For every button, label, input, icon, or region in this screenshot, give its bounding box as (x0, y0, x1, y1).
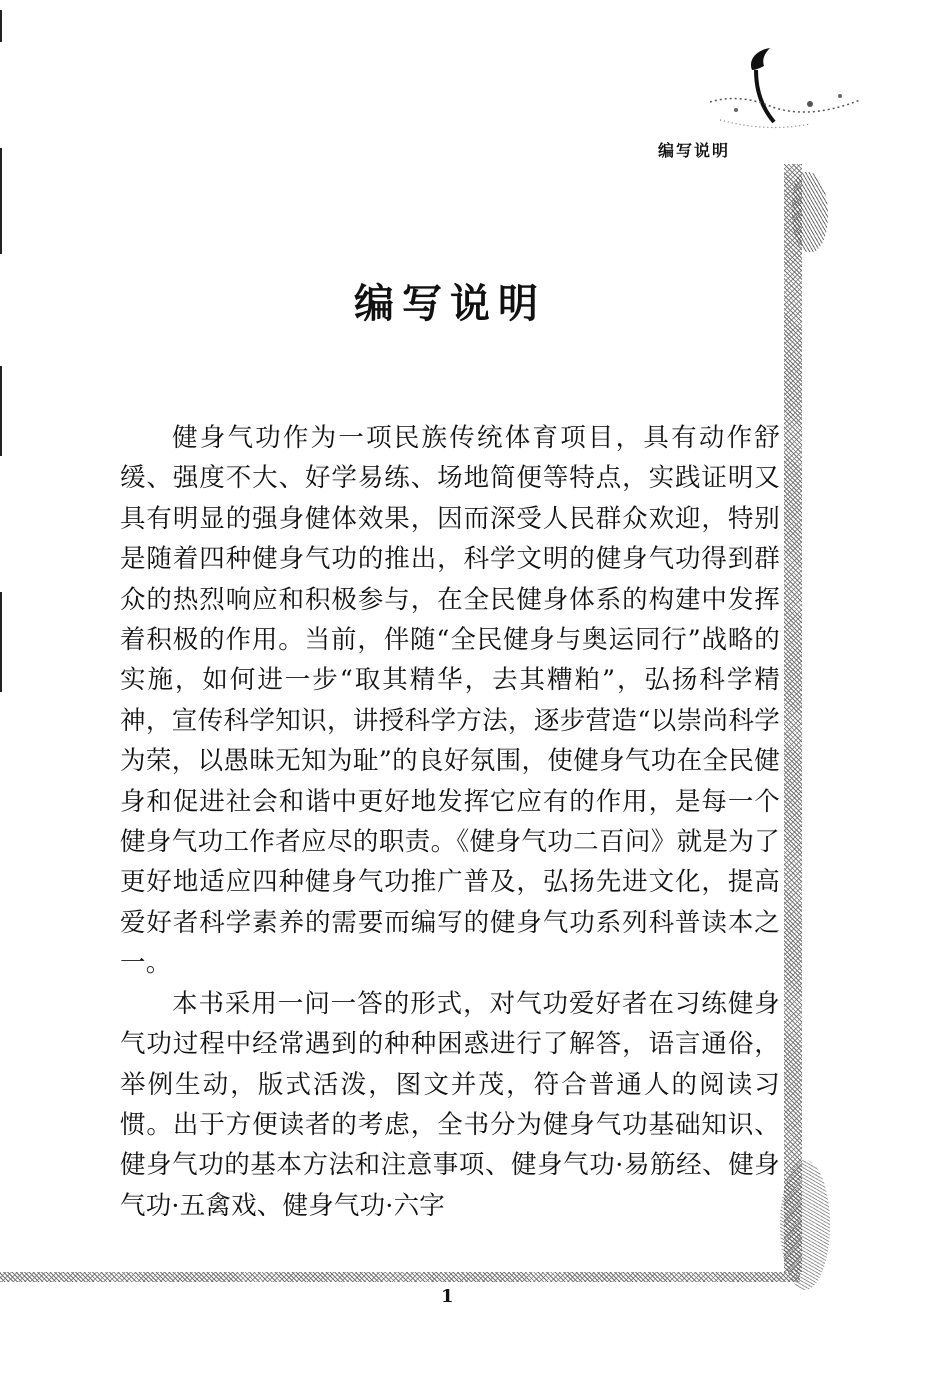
scan-edge-mark (0, 148, 2, 254)
bottom-page-border (0, 1272, 800, 1282)
paragraph: 本书采用一问一答的形式，对气功爱好者在习练健身气功过程中经常遇到的种种困惑进行了解答，语言通俗，举例生动，版式活泼，图文并茂，符合普通人的阅读习惯。出于方便读者的考虑，全书分为健身气功基础知识、健身气功的基本方法和注意事项、健身气功·易筋经、健身气功·五禽戏、健身气功·六字 (120, 988, 780, 1221)
scan-edge-mark (0, 10, 2, 42)
page-number: 1 (441, 1286, 454, 1307)
scan-edge-mark (0, 592, 2, 692)
running-header: 编写说明 (657, 141, 730, 160)
paragraph: 健身气功作为一项民族传统体育项目，具有动作舒缓、强度不大、好学易练、场地简便等特点，实践证明又具有明显的强身健体效果，因而深受人民群众欢迎，特别是随着四种健身气功的推出，科学文明的健身气功得到群众的热烈响应和积极参与，在全民健身体系的构建中发挥着积极的作用。当前，伴随“全民健身与奥运同行”战略的实施，如何进一步“取其精华，去其糟粕”，弘扬科学精神，宣传科学知识，讲授科学方法，逐步营造“以崇尚科学为荣，以愚昧无知为耻”的良好氛围，使健身气功在全民健身和促进社会和谐中更好地发挥它应有的作用，是每一个健身气功工作者应尽的职责。《健身气功二百问》就是为了更好地适应四种健身气功推广普及，弘扬先进文化，提高爱好者科学素养的需要而编写的健身气功系列科普读本之一。 (120, 423, 780, 979)
page-title: 编写说明 (354, 281, 546, 327)
body-text (120, 418, 780, 1226)
scan-edge-mark (0, 366, 2, 456)
corner-ornament (780, 1160, 830, 1290)
right-page-border (784, 164, 802, 1272)
